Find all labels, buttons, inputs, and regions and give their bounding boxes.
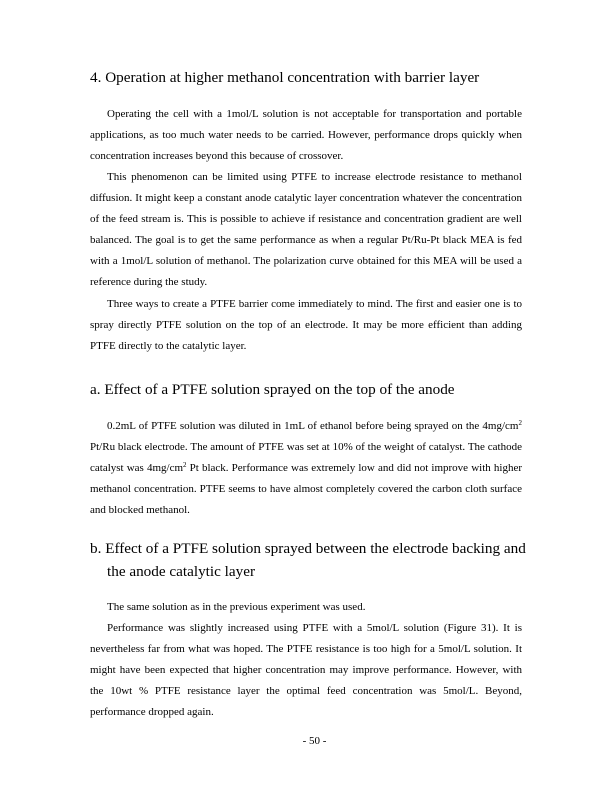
section-4-paragraph-3: Three ways to create a PTFE barrier come immediately to mind. The first and easier one is to spray directly PTFE solution on the top of an electrode. It may be more efficient than adding PTFE directly to the catalytic layer. — [90, 298, 522, 353]
section-a-text-part-1: 0.2mL of PTFE solution was diluted in 1mL of ethanol before being sprayed on the 4mg/cm — [107, 420, 519, 432]
page-number: - 50 - — [302, 735, 327, 747]
section-4-paragraph-2: This phenomenon can be limited using PTFE to increase electrode resistance to methanol diffusion. It might keep a constant anode catalytic layer concentration whatever the concentration of the feed stream is. This is possible to achieve if resistance and concentration gradient are well balanced. The goal is to get the same performance as when a regular Pt/Ru-Pt black MEA is fed with a 1mol/L solution of methanol. The polarization curve obtained for this MEA will be used a reference during the study. — [90, 171, 522, 289]
section-a-text-part-2: Pt/Ru black electrode. The amount of PTFE was set at 10% of the weight of catalyst. The cathode catalyst was 4mg/cm — [90, 441, 522, 475]
section-b-paragraph-1: The same solution as in the previous experiment was used. — [107, 601, 366, 613]
section-b-paragraph-2: Performance was slightly increased using PTFE with a 5mol/L solution (Figure 31). It is nevertheless far from what was hoped. The PTFE resistance is too high for a 5mol/L solution. It might have been expected that higher concentration may improve performance. However, with the 10wt % PTFE resistance layer the optimal feed concentration was 5mol/L. Beyond, performance dropped again. — [90, 622, 522, 719]
section-a-text-part-3: Pt black. Performance was extremely low and did not improve with higher methanol concentration. PTFE seems to have almost completely covered the carbon cloth surface and blocked methanol. — [90, 462, 522, 517]
section-4-paragraph-1: Operating the cell with a 1mol/L solution is not acceptable for transportation and portable applications, as too much water needs to be carried. However, performance drops quickly when concentration increases beyond this because of crossover. — [90, 108, 522, 163]
section-b-heading: b. Effect of a PTFE solution sprayed between the electrode backing and the anode catalytic layer — [90, 540, 526, 580]
superscript-2: 2 — [183, 461, 187, 470]
superscript-2: 2 — [518, 419, 522, 427]
section-4-heading: 4. Operation at higher methanol concentration with barrier layer — [90, 69, 480, 86]
section-a-paragraph-1 — [90, 416, 522, 521]
section-a-heading: a. Effect of a PTFE solution sprayed on the top of the anode — [90, 381, 455, 398]
